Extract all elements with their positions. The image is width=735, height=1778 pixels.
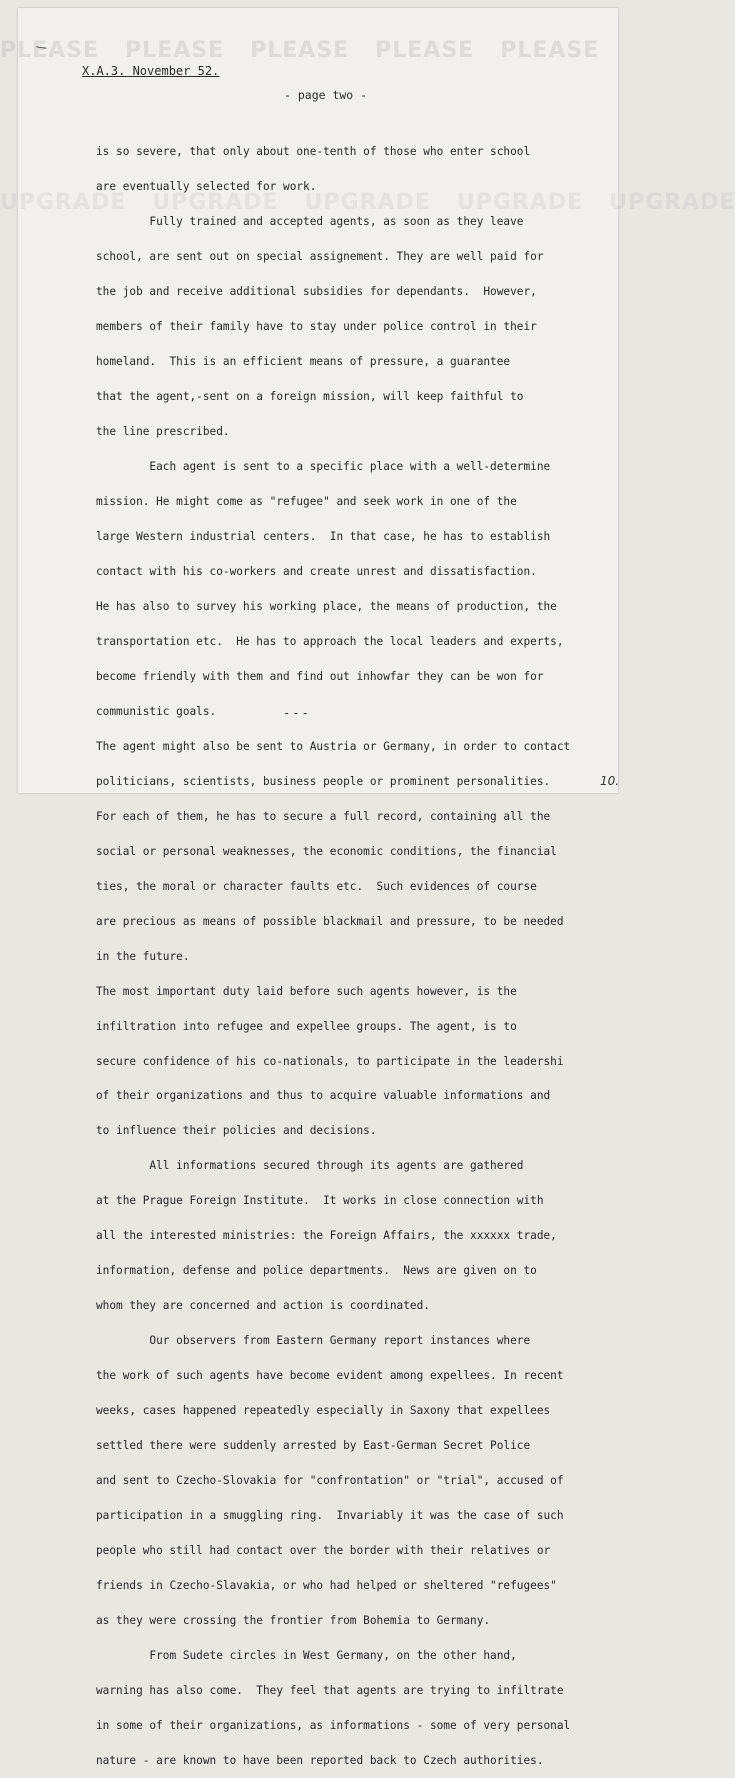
text-line: secure confidence of his co-nationals, to participate in the leadershi: [96, 1054, 564, 1068]
watermark-row: PLEASE PLEASE PLEASE PLEASE PLEASE: [0, 38, 600, 63]
text-line: weeks, cases happened repeatedly especially in Saxony that expellees: [96, 1404, 551, 1418]
text-line: ties, the moral or character faults etc. Such evidences of course: [96, 879, 537, 893]
text-line: become friendly with them and find out inhowfar they can be won for: [96, 669, 544, 683]
text-line: politicians, scientists, business people or prominent personalities.: [96, 774, 551, 788]
text-line: He has also to survey his working place, the means of production, the: [96, 599, 557, 613]
text-line: whom they are concerned and action is coordinated.: [96, 1299, 430, 1313]
text-line: large Western industrial centers. In that case, he has to establish: [96, 529, 551, 543]
text-line: transportation etc. He has to approach the local leaders and experts,: [96, 634, 564, 648]
text-line: For each of them, he has to secure a full record, containing all the: [96, 809, 551, 823]
text-line: The agent might also be sent to Austria or Germany, in order to contact: [96, 739, 571, 753]
text-line: in the future.: [96, 949, 190, 963]
text-line: all the interested ministries: the Foreign Affairs, the xxxxxx trade,: [96, 1229, 557, 1243]
watermark-row: UPGRADE: [609, 190, 735, 215]
text-line: information, defense and police departments. News are given on to: [96, 1264, 537, 1278]
text-line: Fully trained and accepted agents, as soon as they leave: [96, 215, 524, 229]
document-header: X.A.3. November 52.: [82, 64, 220, 78]
text-line: social or personal weaknesses, the economic conditions, the financial: [96, 844, 557, 858]
text-line: From Sudete circles in West Germany, on the other hand,: [96, 1648, 517, 1662]
text-line: participation in a smuggling ring. Invariably it was the case of such: [96, 1509, 564, 1523]
text-line: infiltration into refugee and expellee groups. The agent, is to: [96, 1019, 517, 1033]
text-line: communistic goals.: [96, 704, 217, 718]
text-line: is so severe, that only about one-tenth of those who enter school: [96, 145, 531, 159]
text-line: and sent to Czecho-Slovakia for "confrontation" or "trial", accused of: [96, 1474, 564, 1488]
text-line: in some of their organizations, as informations - some of very personal: [96, 1718, 571, 1732]
text-line: to influence their policies and decisions.: [96, 1124, 377, 1138]
text-line: at the Prague Foreign Institute. It works in close connection with: [96, 1194, 544, 1208]
text-line: homeland. This is an efficient means of pressure, a guarantee: [96, 355, 511, 369]
end-mark: ---: [283, 706, 311, 720]
text-line: Each agent is sent to a specific place with a well-determine: [96, 460, 551, 474]
text-line: the line prescribed.: [96, 425, 230, 439]
document-body: [96, 123, 626, 1778]
text-line: of their organizations and thus to acquire valuable informations and: [96, 1089, 551, 1103]
text-line: the work of such agents have become evident among expellees. In recent: [96, 1369, 564, 1383]
text-line: Our observers from Eastern Germany report instances where: [96, 1334, 531, 1348]
text-line: the job and receive additional subsidies for dependants. However,: [96, 285, 537, 299]
text-line: mission. He might come as "refugee" and seek work in one of the: [96, 495, 517, 508]
text-line: people who still had contact over the border with their relatives or: [96, 1544, 551, 1558]
text-line: school, are sent out on special assignement. They are well paid for: [96, 250, 544, 264]
text-line: are precious as means of possible blackmail and pressure, to be needed: [96, 914, 564, 928]
text-line: nature - are known to have been reported back to Czech authorities.: [96, 1753, 544, 1767]
text-line: that the agent,-sent on a foreign mission, will keep faithful to: [96, 390, 524, 404]
text-line: warning has also come. They feel that agents are trying to infiltrate: [96, 1683, 564, 1697]
text-line: friends in Czecho-Slavakia, or who had helped or sheltered "refugees": [96, 1579, 557, 1593]
text-line: are eventually selected for work.: [96, 180, 317, 194]
text-line: settled there were suddenly arrested by East-German Secret Police: [96, 1439, 531, 1453]
text-line: contact with his co-workers and create unrest and dissatisfaction.: [96, 564, 537, 578]
text-line: The most important duty laid before such agents however, is the: [96, 984, 517, 998]
text-line: members of their family have to stay under police control in their: [96, 320, 537, 334]
page-number: 10.: [600, 774, 620, 788]
text-line: All informations secured through its agents are gathered: [96, 1159, 524, 1173]
page-subheading: - page two -: [284, 88, 368, 102]
text-line: as they were crossing the frontier from Bohemia to Germany.: [96, 1614, 491, 1627]
margin-mark: [36, 46, 47, 54]
